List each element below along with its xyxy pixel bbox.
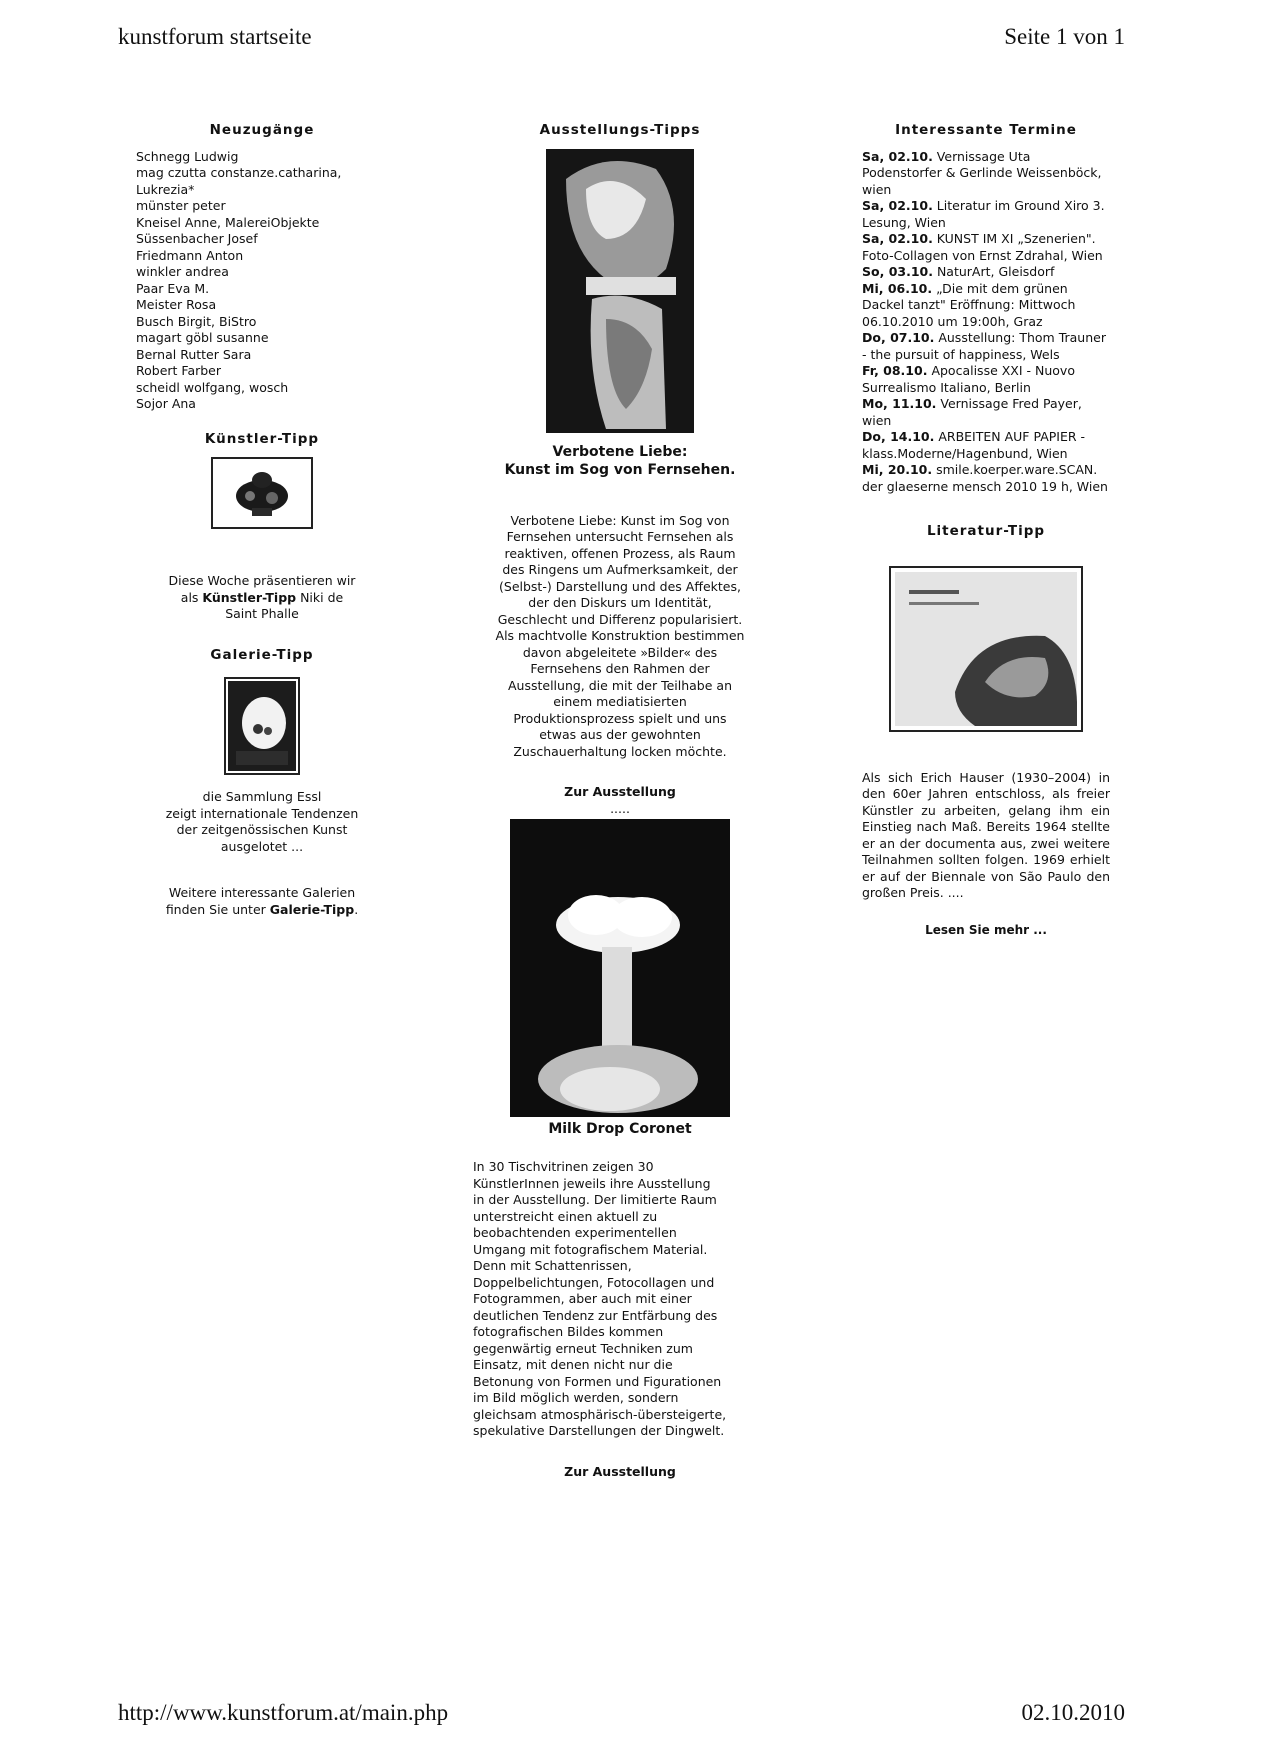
termin-item[interactable] (862, 198, 1110, 231)
body-text-line: (Selbst-) Darstellung und des Affektes, (499, 578, 741, 594)
exhibit1-link[interactable]: Zur Ausstellung (564, 784, 676, 799)
kuenstler-tipp-title: Künstler-Tipp (204, 430, 320, 447)
body-text-line: gegenwärtig erneut Techniken zum (473, 1340, 693, 1356)
exhibit1-image[interactable] (546, 149, 694, 433)
neuzugang-item[interactable]: Schnegg Ludwig (136, 148, 239, 164)
termin-text: Vernissage Uta Podenstorfer & Gerlinde Weissenböck, wien (862, 148, 1102, 197)
neuzugang-item[interactable]: Meister Rosa (136, 297, 217, 312)
body-text-line: davon abgeleitete »Bilder« des (522, 644, 718, 660)
left-column (136, 122, 388, 918)
weitere-suffix: . (354, 901, 359, 917)
body-text-line: KünstlerInnen jeweils ihre Ausstellung (473, 1175, 711, 1191)
neuzugang-item[interactable]: Busch Birgit, BiStro (136, 313, 257, 329)
neuzugang-item[interactable]: Bernal Rutter Sara (136, 346, 252, 362)
kuenstler-tipp-link[interactable]: Künstler-Tipp (202, 589, 297, 605)
body-text-line: In 30 Tischvitrinen zeigen 30 (473, 1159, 654, 1174)
exhibit2-title: Milk Drop Coronet (548, 1120, 692, 1137)
weitere-galerien-text (136, 885, 388, 918)
body-text-line: fotografischen Bildes kommen (473, 1324, 664, 1339)
ausstellungs-tipps-title: Ausstellungs-Tipps (539, 122, 701, 138)
body-text-line: einem mediatisierten (553, 694, 687, 709)
page-url: http://www.kunstforum.at/main.php (118, 1700, 449, 1725)
weitere-line1: Weitere interessante Galerien (168, 885, 356, 900)
body-text-line: Geschlecht und Differenz popularisiert. (497, 611, 743, 627)
body-text-line: Verbotene Liebe: Kunst im Sog von (510, 512, 730, 528)
neuzugang-item[interactable]: Süssenbacher Josef (136, 231, 258, 246)
body-text-line: Denn mit Schattenrissen, (473, 1258, 632, 1273)
termin-item[interactable] (862, 264, 1110, 281)
kuenstler-text-line2 (136, 590, 388, 607)
literatur-more-link[interactable]: Lesen Sie mehr ... (925, 922, 1047, 937)
termin-text: Ausstellung: Thom Trauner - the pursuit of happiness, Wels (862, 330, 1106, 362)
literatur-tipp-image[interactable] (889, 566, 1083, 732)
separator-dots: ..... (610, 800, 630, 816)
termin-item[interactable] (862, 149, 1110, 199)
neuzugang-item[interactable]: scheidl wolfgang, wosch (136, 379, 289, 395)
neuzugang-item[interactable]: Kneisel Anne, MalereiObjekte (136, 214, 320, 230)
right-column (862, 122, 1110, 938)
galerie-tipp-title: Galerie-Tipp (210, 646, 314, 663)
body-text-line: in der Ausstellung. Der limitierte Raum (473, 1192, 717, 1207)
print-header-title: kunstforum startseite (118, 24, 312, 49)
exhibit1-title-line1: Verbotene Liebe: (552, 443, 688, 460)
body-text-line: Fernsehens den Rahmen der (530, 661, 710, 676)
body-text-line: Fernsehen untersucht Fernsehen als (506, 529, 734, 544)
weitere-prefix: finden Sie unter (165, 901, 270, 917)
body-text-line: im Bild möglich werden, sondern (473, 1390, 679, 1405)
termin-date: Do, 14.10. (862, 429, 935, 444)
termin-item[interactable] (862, 462, 1110, 495)
kuenstler-text-suffix: Niki de (296, 589, 344, 605)
termin-item[interactable] (862, 281, 1110, 331)
neuzugang-item[interactable]: mag czutta constanze.catharina, (136, 165, 342, 180)
weitere-line2 (136, 902, 388, 919)
exhibit2-text (465, 1159, 775, 1440)
termin-date: Sa, 02.10. (862, 148, 933, 164)
neuzugang-item[interactable]: Friedmann Anton (136, 247, 244, 263)
termin-text: Apocalisse XXI - Nuovo Surrealismo Italiano, Berlin (862, 363, 1075, 395)
termine-title: Interessante Termine (895, 122, 1077, 138)
portrait-image (546, 149, 694, 433)
termin-item[interactable] (862, 231, 1110, 264)
termin-date: Mi, 20.10. (862, 462, 933, 477)
neuzugang-item[interactable]: Lukrezia* (136, 181, 195, 197)
termin-text: ARBEITEN AUF PAPIER - klass.Moderne/Hagenbund, Wien (862, 429, 1086, 461)
neuzugaenge-title: Neuzugänge (209, 122, 315, 138)
book-cover-image (895, 572, 1077, 726)
galerie-text-line: ausgelotet ... (220, 838, 304, 854)
print-date: 02.10.2010 (1021, 1700, 1125, 1725)
kuenstler-tipp-text (136, 573, 388, 623)
neuzugang-item[interactable]: magart göbl susanne (136, 330, 269, 345)
termin-text: „Die mit dem grünen Dackel tanzt" Eröffnung: Mittwoch 06.10.2010 um 19:00h, Graz (862, 280, 1076, 329)
galerie-text-line: die Sammlung Essl (202, 789, 322, 804)
neuzugaenge-list (136, 149, 388, 413)
sculpture-image (216, 462, 308, 524)
body-text-line: Betonung von Formen und Figurationen (473, 1373, 722, 1389)
exhibit1-text (465, 513, 775, 761)
body-text-line: unterstreicht einen aktuell zu (473, 1208, 658, 1224)
neuzugang-item[interactable]: winkler andrea (136, 264, 229, 279)
body-text-line: reaktiven, offenen Prozess, als Raum (504, 545, 736, 561)
termin-text: KUNST IM XI „Szenerien". Foto-Collagen von Ernst Zdrahal, Wien (862, 231, 1103, 263)
exhibit1-title-line2: Kunst im Sog von Fernsehen. (504, 461, 736, 478)
neuzugang-item[interactable]: Sojor Ana (136, 396, 196, 411)
termin-item[interactable] (862, 330, 1110, 363)
galerie-tipp-image[interactable] (224, 677, 300, 775)
neuzugang-item[interactable]: Robert Farber (136, 363, 222, 378)
print-footer (118, 1700, 1125, 1726)
body-text-line: deutlichen Tendenz zur Entfärbung des (473, 1307, 718, 1323)
termin-date: Mi, 06.10. (862, 280, 933, 296)
kuenstler-tipp-image[interactable] (211, 457, 313, 529)
galerie-text-line: der zeitgenössischen Kunst (176, 822, 348, 837)
body-text-line: Umgang mit fotografischem Material. (473, 1241, 708, 1257)
termin-date: Do, 07.10. (862, 330, 935, 345)
middle-column (465, 122, 775, 1480)
exhibit1-title (465, 443, 775, 479)
literatur-tipp-title: Literatur-Tipp (926, 523, 1046, 539)
print-header (118, 24, 1125, 50)
kuenstler-text-prefix: als (180, 589, 203, 605)
termin-date: Fr, 08.10. (862, 363, 928, 378)
body-text-line: Doppelbelichtungen, Fotocollagen und (473, 1274, 715, 1290)
termin-text: smile.koerper.ware.SCAN. der glaeserne mensch 2010 19 h, Wien (862, 462, 1108, 494)
kuenstler-text-line1: Diese Woche präsentieren wir (168, 573, 356, 588)
page-count: Seite 1 von 1 (1004, 24, 1125, 49)
body-text-line: spekulative Darstellungen der Dingwelt. (473, 1423, 725, 1438)
termin-text: Literatur im Ground Xiro 3. Lesung, Wien (862, 198, 1105, 230)
body-text-line: der den Diskurs um Identität, (528, 595, 712, 610)
body-text-line: Zuschauerhaltung locken möchte. (513, 743, 727, 759)
galerie-tipp-text (136, 789, 388, 855)
galerie-tipp-link[interactable]: Galerie-Tipp (269, 901, 355, 917)
termine-list (862, 149, 1110, 496)
neuzugang-item[interactable]: Paar Eva M. (136, 280, 210, 296)
termin-text: NaturArt, Gleisdorf (932, 264, 1055, 279)
galerie-image (228, 681, 296, 771)
galerie-text-line: zeigt internationale Tendenzen (165, 805, 359, 821)
termin-item[interactable] (862, 396, 1110, 429)
body-text-line: beobachtenden experimentellen (473, 1225, 677, 1240)
body-text-line: etwas aus der gewohnten (539, 727, 701, 742)
exhibit2-link[interactable]: Zur Ausstellung (564, 1463, 676, 1479)
literatur-tipp-text: Als sich Erich Hauser (1930–2004) in den 60er Jahren entschloss, als freier Künstler zu arbeiten, gelang ihm ein Einstieg nach Maß. Bereits 1964 stellte er an der documenta aus, zwei weitere Teilnahmen sollten folgen. 1969 erhielt er auf der Biennale von São Paulo den großen Preis. .... (862, 769, 1110, 900)
body-text-line: Als machtvolle Konstruktion bestimmen (495, 628, 745, 643)
termin-item[interactable] (862, 363, 1110, 396)
body-text-line: Produktionsprozess spielt und uns (513, 710, 727, 726)
body-text-line: gleichsam atmosphärisch-übersteigerte, (473, 1406, 727, 1422)
kuenstler-text-line3: Saint Phalle (225, 606, 299, 621)
body-text-line: Ausstellung, die mit der Teilhabe an (507, 677, 732, 693)
body-text-line: Fotogrammen, aber auch mit einer (473, 1291, 692, 1306)
termin-text: Vernissage Fred Payer, wien (862, 396, 1082, 428)
termin-item[interactable] (862, 429, 1110, 462)
termin-date: Sa, 02.10. (862, 231, 933, 246)
body-text-line: Einsatz, mit denen nicht nur die (473, 1357, 673, 1372)
body-text-line: des Ringens um Aufmerksamkeit, der (502, 562, 738, 577)
termin-date: So, 03.10. (862, 264, 933, 279)
exhibit2-image[interactable] (510, 819, 730, 1117)
mushroom-cloud-image (510, 819, 730, 1117)
termin-date: Mo, 11.10. (862, 396, 937, 411)
neuzugang-item[interactable]: münster peter (136, 198, 226, 213)
termin-date: Sa, 02.10. (862, 198, 933, 213)
